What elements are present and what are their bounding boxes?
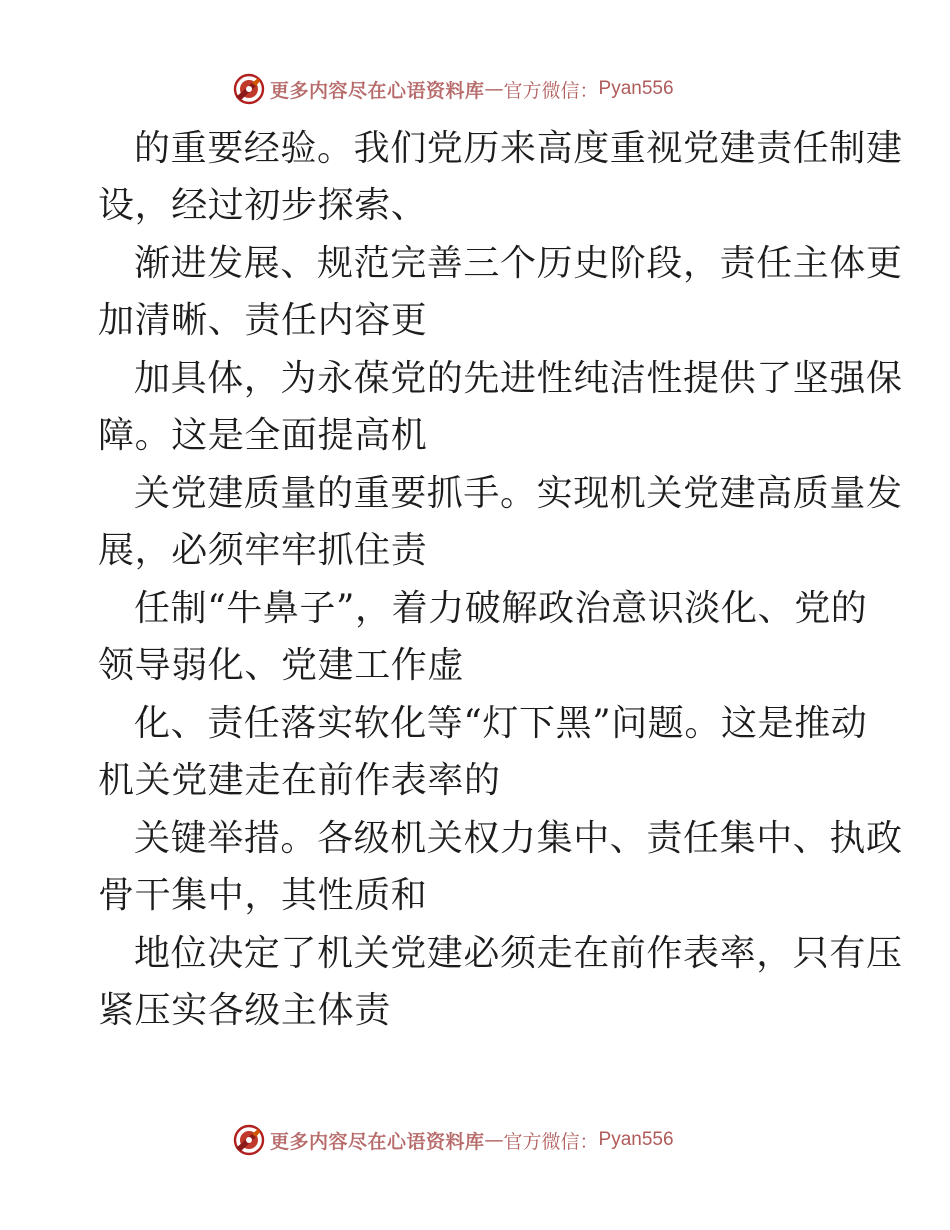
- body-line: 渐进发展、规范完善三个历史阶段，责任主体更: [134, 243, 903, 284]
- body-line: 任制“牛鼻子”，着力破解政治意识淡化、党的: [134, 588, 868, 629]
- banner-separator: —: [484, 1129, 504, 1151]
- site-name-text: 更多内容尽在心语资料库: [270, 1130, 485, 1153]
- body-line: 加具体，为永葆党的先进性纯洁性提供了坚强保: [134, 358, 903, 399]
- body-line: 关键举措。各级机关权力集中、责任集中、执政: [134, 818, 903, 859]
- body-line: 关党建质量的重要抓手。实现机关党建高质量发: [134, 473, 903, 514]
- footer-banner[interactable]: [232, 1123, 674, 1157]
- header-banner[interactable]: [232, 72, 674, 106]
- wechat-id: Pyan556: [598, 78, 674, 99]
- body-line: 紧压实各级主体责: [98, 990, 391, 1031]
- body-line: 骨干集中，其性质和: [98, 875, 428, 916]
- body-line: 化、责任落实软化等“灯下黑”问题。这是推动: [134, 703, 868, 744]
- wechat-label: 官方微信：: [503, 1130, 599, 1153]
- body-line: 障。这是全面提高机: [98, 415, 428, 456]
- wechat-id: Pyan556: [598, 1129, 674, 1150]
- red-circle-pen-logo-icon: [232, 1123, 266, 1157]
- body-line: 加清晰、责任内容更: [98, 300, 428, 341]
- body-line: 的重要经验。我们党历来高度重视党建责任制建: [134, 128, 903, 169]
- body-line: 机关党建走在前作表率的: [98, 760, 501, 801]
- site-name-text: 更多内容尽在心语资料库: [270, 79, 485, 102]
- red-circle-pen-logo-icon: [232, 72, 266, 106]
- body-line: 领导弱化、党建工作虚: [98, 645, 465, 686]
- body-line: 地位决定了机关党建必须走在前作表率，只有压: [134, 933, 903, 974]
- banner-separator: —: [484, 78, 504, 100]
- body-line: 展，必须牢牢抓住责: [98, 530, 428, 571]
- wechat-label: 官方微信：: [503, 79, 599, 102]
- body-line: 设，经过初步探索、: [98, 185, 428, 226]
